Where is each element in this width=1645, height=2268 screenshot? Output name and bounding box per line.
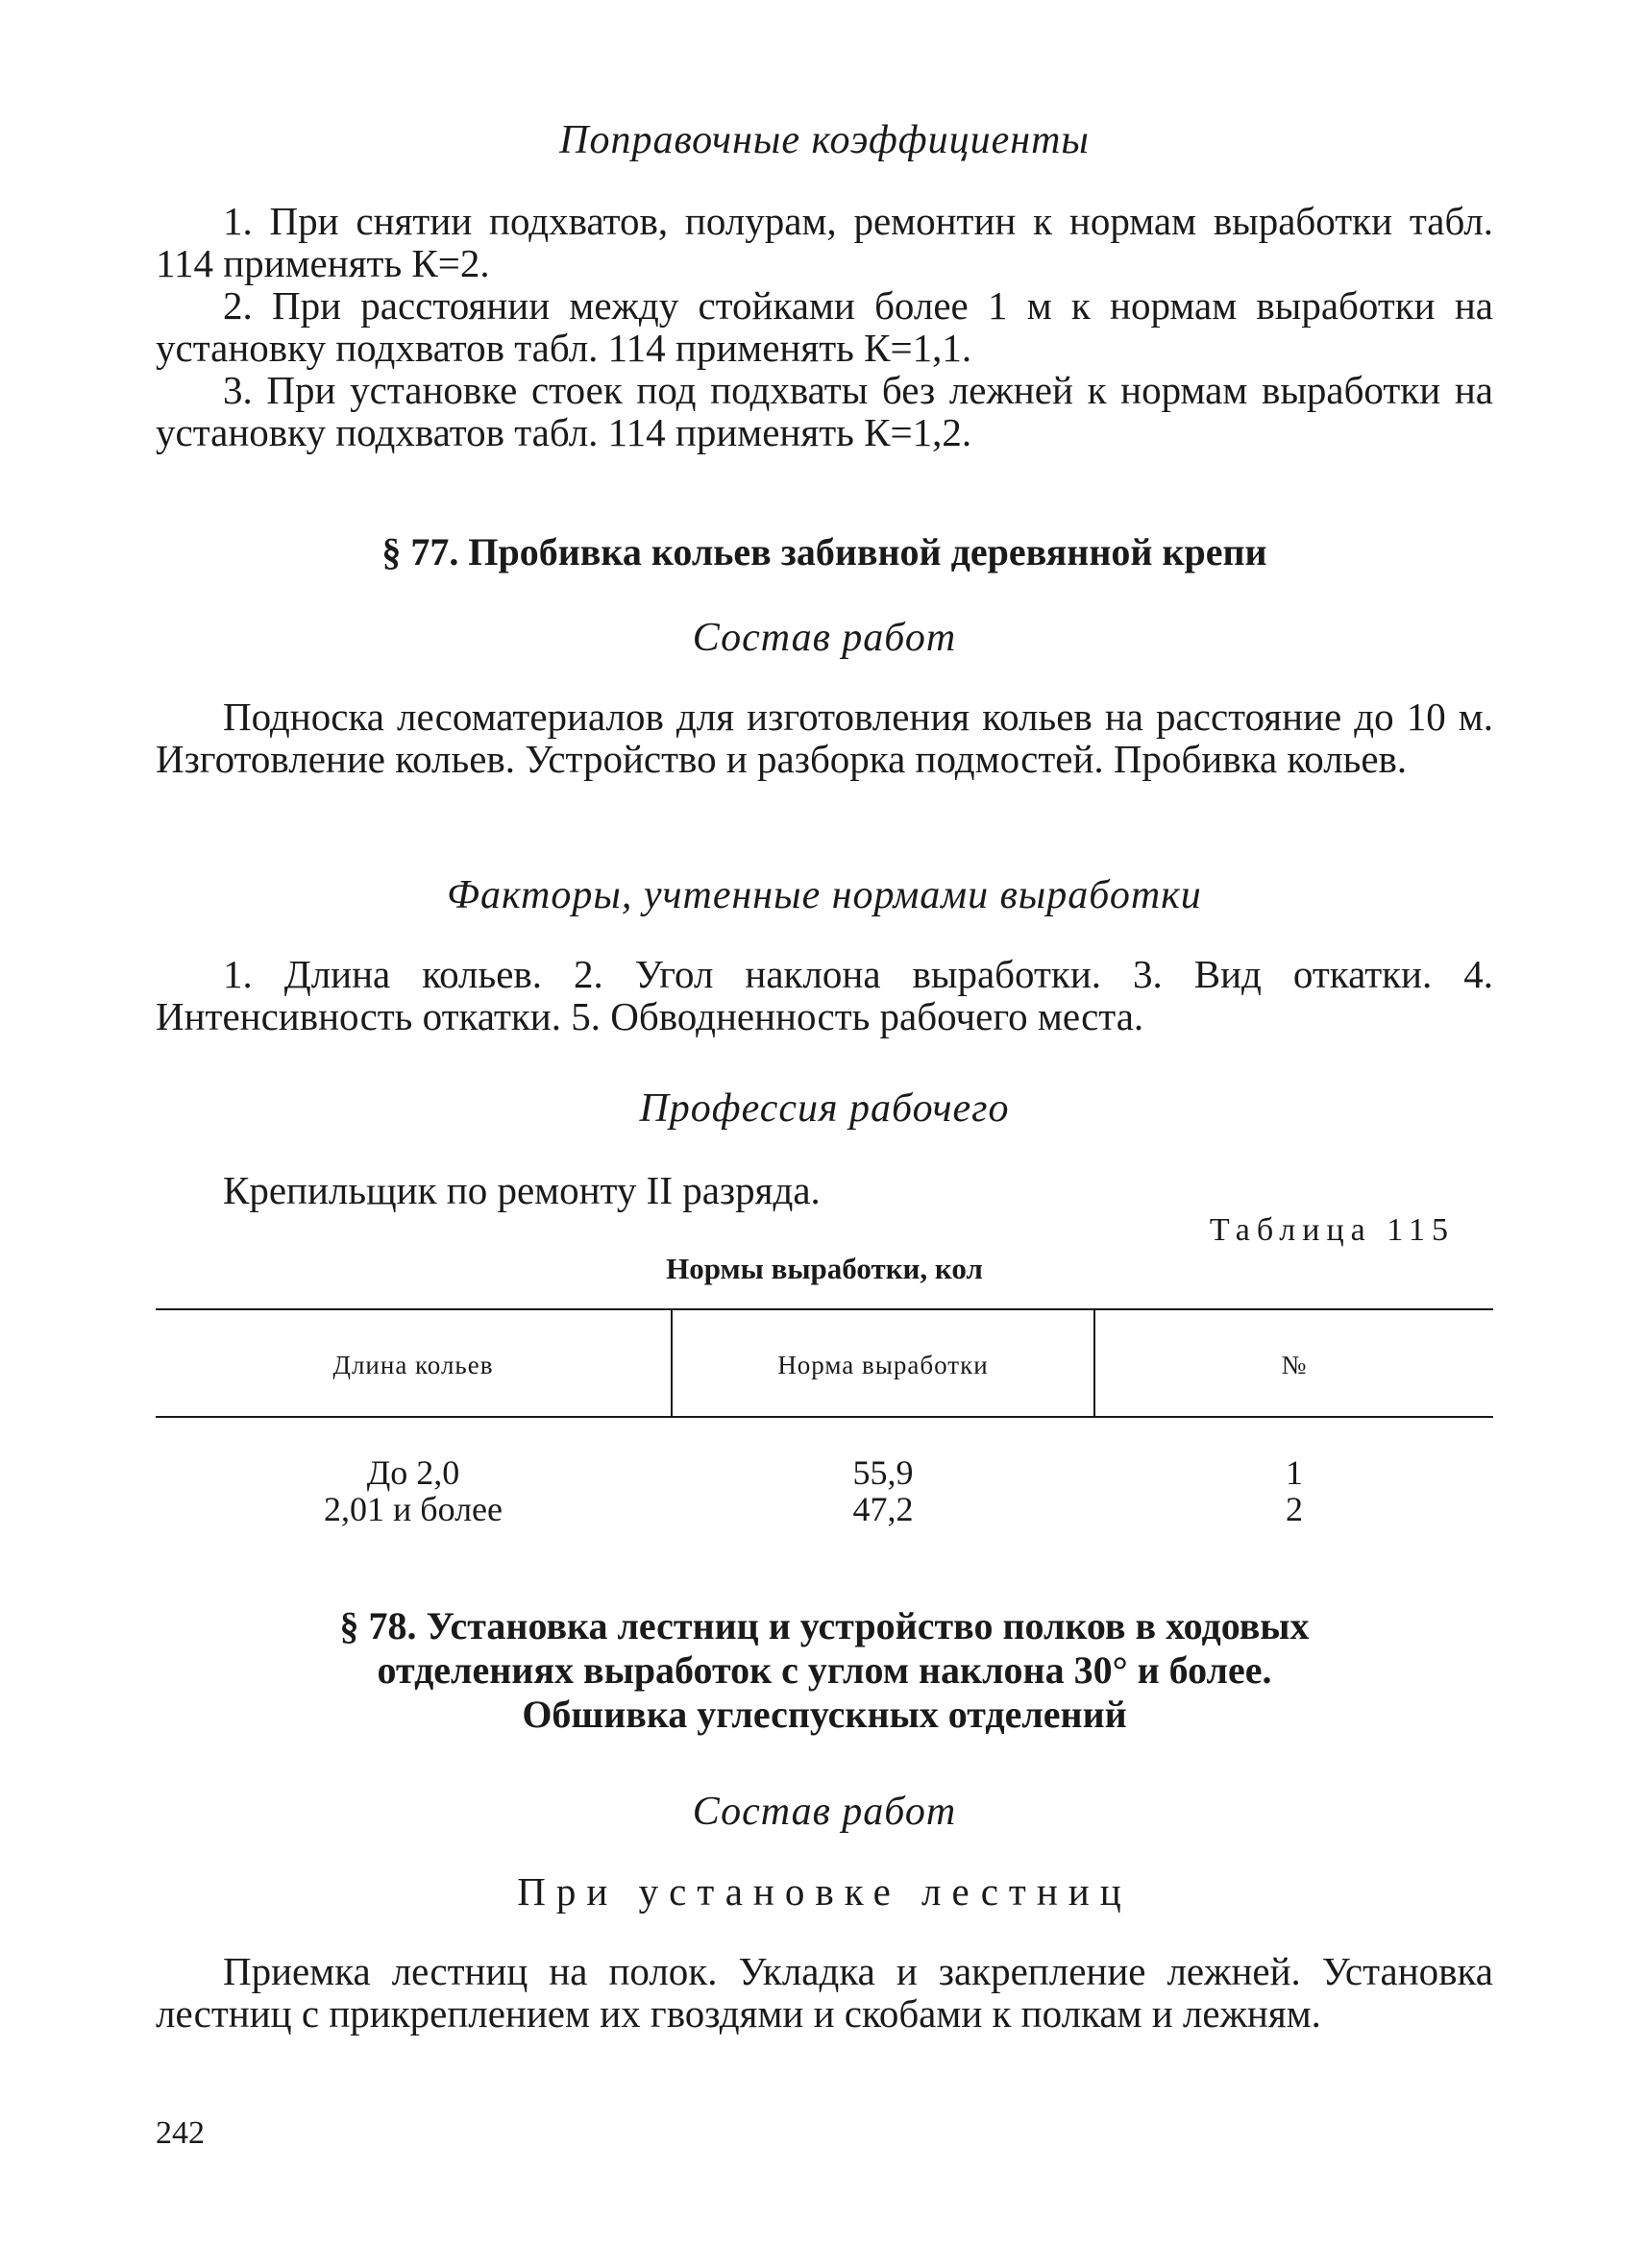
section-77-factors-block [156, 953, 1493, 1037]
section-78-subheading: При установке лестниц [517, 1869, 1132, 1914]
cell-length: 2,01 и более [323, 1490, 503, 1528]
section-78-title [156, 1604, 1493, 1737]
correction-item-2: 2. При расстоянии между стойками более 1 м к нормам выработки на установку подхватов табл. 114 применять К=1,1. [156, 283, 1493, 370]
table-label: Таблица 115 [1209, 1212, 1455, 1248]
document-page [156, 0, 1493, 2268]
section-77-work-text: Поднoска лесоматериалов для изготовления кольев на расстояние до 10 м. Изготовление кольев. Устройство и разборка подмостей. Пробивка кольев. [156, 695, 1493, 781]
column-header-norm: Норма выработки [777, 1351, 989, 1379]
cell-number: 1 [1286, 1453, 1303, 1492]
section-78-text-block [156, 1950, 1493, 2035]
column-header-number: № [1281, 1351, 1308, 1379]
section-77-title: § 77. Пробивка кольев забивной деревянной крепи [381, 530, 1267, 573]
section-77-profession-block [156, 1169, 1493, 1211]
cell-norm: 55,9 [852, 1453, 914, 1492]
section-77-factors-text: 1. Длина кольев. 2. Угол наклона выработки. 3. Вид откатки. 4. Интенсивность откатки. 5. Обводненность рабочего места. [156, 952, 1493, 1038]
section-78-title-line-3: Обшивка углеспускных отделений [522, 1693, 1127, 1736]
section-77-work-heading: Состав работ [692, 616, 957, 660]
section-77-factors-heading: Факторы, учтенные нормами выработки [447, 873, 1202, 917]
section-78-title-line-2: отделениях выработок с углом наклона 30° и более. [377, 1648, 1272, 1692]
section-78-title-line-1: § 78. Установка лестниц и устройство полков в ходовых [339, 1604, 1310, 1647]
correction-item-1: 1. При снятии подхватов, полурам, ремонтин к нормам выработки табл. 114 применять К=2. [156, 199, 1493, 285]
cell-length: До 2,0 [366, 1453, 460, 1492]
page-number: 242 [156, 2115, 205, 2151]
section-77-profession-text: Крепильщик по ремонту II разряда. [223, 1168, 821, 1212]
section-77-work-text-block [156, 695, 1493, 780]
table-header-rule [156, 1416, 1493, 1418]
section-78-work-heading: Состав работ [692, 1790, 957, 1834]
table-top-rule [156, 1308, 1493, 1310]
correction-item-3: 3. При установке стоек под подхваты без лежней к нормам выработки на установку подхватов табл. 114 применять К=1,2. [156, 368, 1493, 454]
section-78-text: Приемка лестниц на полок. Укладка и закрепление лежней. Установка лестниц с прикреплением их гвоздями и скобами к полкам и лежням. [156, 1949, 1493, 2036]
corrections-list [156, 200, 1493, 453]
section-77-profession-heading: Профессия рабочего [639, 1086, 1010, 1131]
corrections-heading: Поправочные коэффициенты [559, 118, 1090, 162]
table-title: Нормы выработки, кол [666, 1252, 983, 1285]
cell-number: 2 [1286, 1490, 1303, 1528]
cell-norm: 47,2 [852, 1490, 914, 1528]
column-header-length: Длина кольев [332, 1351, 494, 1379]
